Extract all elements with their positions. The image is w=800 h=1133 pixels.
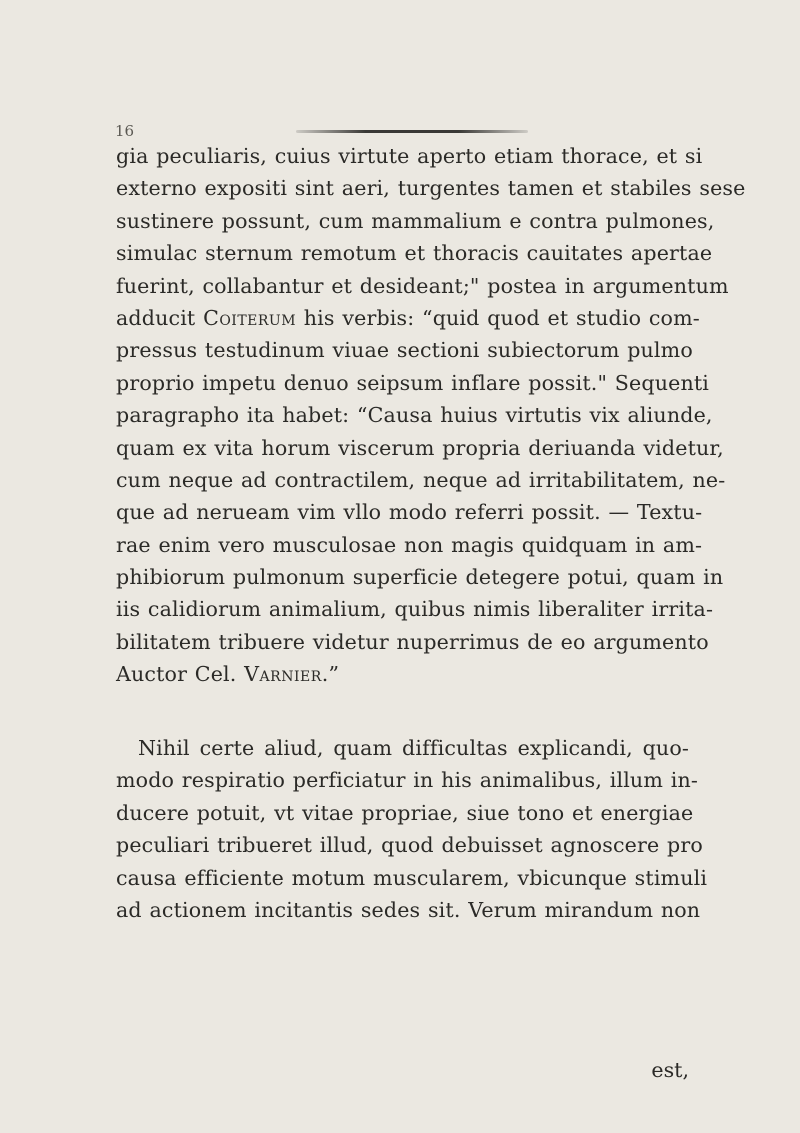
text-segment: adducit bbox=[116, 305, 204, 330]
text-line: iis calidiorum animalium, quibus nimis liberaliter irrita- bbox=[116, 597, 714, 622]
text-line: peculiari tribueret illud, quod debuisset agnoscere pro bbox=[116, 833, 703, 858]
text-line: causa efficiente motum muscularem, vbicunque stimuli bbox=[116, 865, 708, 890]
catchword: est, bbox=[651, 1058, 689, 1082]
text-line: modo respiratio perficiatur in his animalibus, illum in- bbox=[116, 768, 698, 793]
text-line bbox=[116, 658, 689, 690]
text-line: gia peculiaris, cuius virtute aperto etiam thorace, et si bbox=[116, 144, 703, 168]
paragraph-2 bbox=[116, 732, 708, 926]
text-line: cum neque ad contractilem, neque ad irritabilitatem, ne- bbox=[116, 467, 726, 492]
text-line: rae enim vero musculosae non magis quidquam in am- bbox=[116, 532, 703, 557]
text-line: Nihil certe aliud, quam difficultas explicandi, quo- bbox=[138, 736, 689, 760]
author-name-coiterum: Coiterum bbox=[203, 305, 297, 330]
text-line: sustinere possunt, cum mammalium e contra pulmones, bbox=[116, 208, 715, 233]
header-rule bbox=[296, 130, 528, 133]
page-number: 16 bbox=[115, 122, 135, 140]
text-line: pressus testudinum viuae sectioni subiectorum pulmo bbox=[116, 338, 693, 363]
text-line: que ad nerueam vim vllo modo referri possit. — Textu- bbox=[116, 500, 703, 525]
text-line: bilitatem tribuere videtur nuperrimus de eo argumento bbox=[116, 629, 709, 654]
text-segment: .” bbox=[321, 662, 340, 687]
text-line: paragrapho ita habet: “Causa huius virtutis vix aliunde, bbox=[116, 403, 713, 428]
paragraph-1 bbox=[116, 140, 746, 691]
text-segment: his verbis: “quid quod et studio com- bbox=[296, 305, 700, 330]
author-name-varnier: Varnier bbox=[244, 662, 322, 687]
text-segment: Auctor Cel. bbox=[116, 662, 245, 687]
text-line: ad actionem incitantis sedes sit. Verum mirandum non bbox=[116, 897, 701, 922]
text-line: phibiorum pulmonum superficie detegere potui, quam in bbox=[116, 565, 724, 590]
text-line: proprio impetu denuo seipsum inflare possit." Sequenti bbox=[116, 370, 710, 395]
text-line: fuerint, collabantur et desideant;" postea in argumentum bbox=[116, 273, 729, 298]
text-line: externo expositi sint aeri, turgentes tamen et stabiles sese bbox=[116, 176, 746, 201]
text-line: simulac sternum remotum et thoracis cauitates apertae bbox=[116, 241, 713, 266]
text-line: ducere potuit, vt vitae propriae, siue tono et energiae bbox=[116, 800, 694, 825]
text-line: quam ex vita horum viscerum propria deriuanda videtur, bbox=[116, 435, 724, 460]
text-line bbox=[116, 302, 700, 334]
